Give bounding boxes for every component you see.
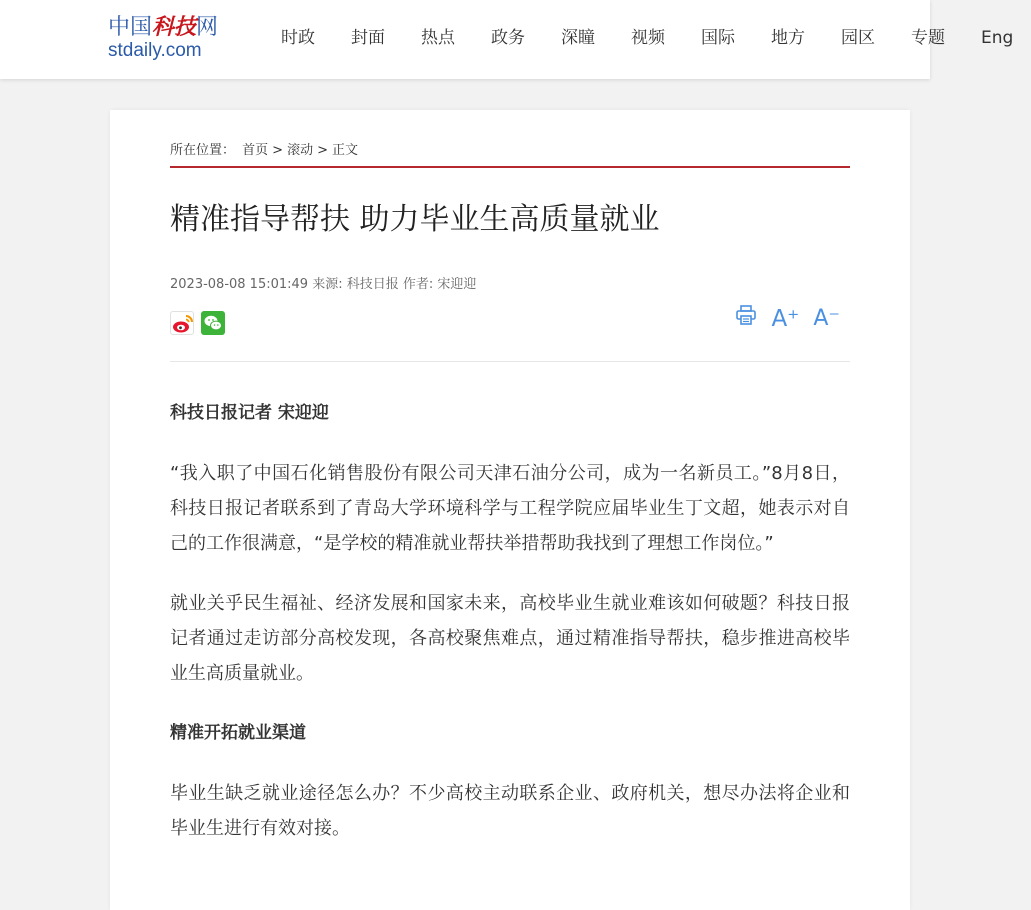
- nav-item-english[interactable]: Eng: [981, 28, 1014, 48]
- article-card: [110, 110, 910, 910]
- nav-item-shizheng[interactable]: 时政: [281, 28, 315, 48]
- breadcrumb-scroll[interactable]: 滚动: [287, 143, 314, 158]
- font-decrease-button[interactable]: A⁻: [813, 305, 840, 331]
- section-heading: 精准开拓就业渠道: [170, 723, 306, 743]
- nav-item-difang[interactable]: 地方: [771, 28, 805, 48]
- weibo-icon[interactable]: [170, 311, 194, 335]
- nav-item-fengmian[interactable]: 封面: [351, 28, 385, 48]
- site-header: [0, 0, 1014, 79]
- byline: 科技日报记者 宋迎迎: [170, 403, 329, 423]
- nav-item-guoji[interactable]: 国际: [701, 28, 735, 48]
- breadcrumb-separator: >: [272, 143, 284, 158]
- article-tools: [721, 304, 840, 333]
- breadcrumb: [170, 142, 361, 160]
- nav-item-shentong[interactable]: 深瞳: [561, 28, 595, 48]
- breadcrumb-current: 正文: [332, 143, 359, 158]
- breadcrumb-separator: >: [317, 143, 328, 158]
- breadcrumb-label: 所在位置：: [170, 143, 236, 158]
- nav-item-redian[interactable]: 热点: [421, 28, 455, 48]
- nav-item-zhuanti[interactable]: 专题: [911, 28, 945, 48]
- nav-item-yuanqu[interactable]: 园区: [841, 28, 875, 48]
- article-meta: 2023-08-08 15:01:49 来源: 科技日报 作者: 宋迎迎: [170, 277, 477, 292]
- logo-chinese: 中国科技网: [108, 14, 219, 40]
- breadcrumb-home[interactable]: 首页: [242, 143, 269, 158]
- paragraph: 就业关乎民生福祉、经济发展和国家未来，高校毕业生就业难该如何破题？科技日报记者通过走访部分高校发现，各高校聚焦难点，通过精准指导帮扶，稳步推进高校毕业生高质量就业。: [170, 593, 850, 684]
- article-title: 精准指导帮扶 助力毕业生高质量就业: [170, 202, 660, 237]
- main-nav: [263, 24, 1031, 52]
- share-bar: [170, 311, 232, 335]
- logo-domain: stdaily.com: [108, 40, 202, 61]
- site-logo[interactable]: [108, 14, 232, 64]
- nav-item-shipin[interactable]: 视频: [631, 28, 665, 48]
- title-rule: [170, 166, 850, 168]
- paragraph: 毕业生缺乏就业途径怎么办？不少高校主动联系企业、政府机关，想尽办法将企业和毕业生进行有效对接。: [170, 783, 850, 839]
- wechat-icon[interactable]: [201, 311, 225, 335]
- printer-icon[interactable]: [735, 304, 757, 333]
- header-divider: [170, 361, 850, 362]
- paragraph: “我入职了中国石化销售股份有限公司天津石油分公司，成为一名新员工。”8月8日，科技日报记者联系到了青岛大学环境科学与工程学院应届毕业生丁文超，她表示对自己的工作很满意，“是学校的精准就业帮扶举措帮助我找到了理想工作岗位。”: [170, 463, 850, 554]
- nav-item-zhengwu[interactable]: 政务: [491, 28, 525, 48]
- font-increase-button[interactable]: A⁺: [771, 305, 800, 332]
- article-body: [170, 396, 850, 871]
